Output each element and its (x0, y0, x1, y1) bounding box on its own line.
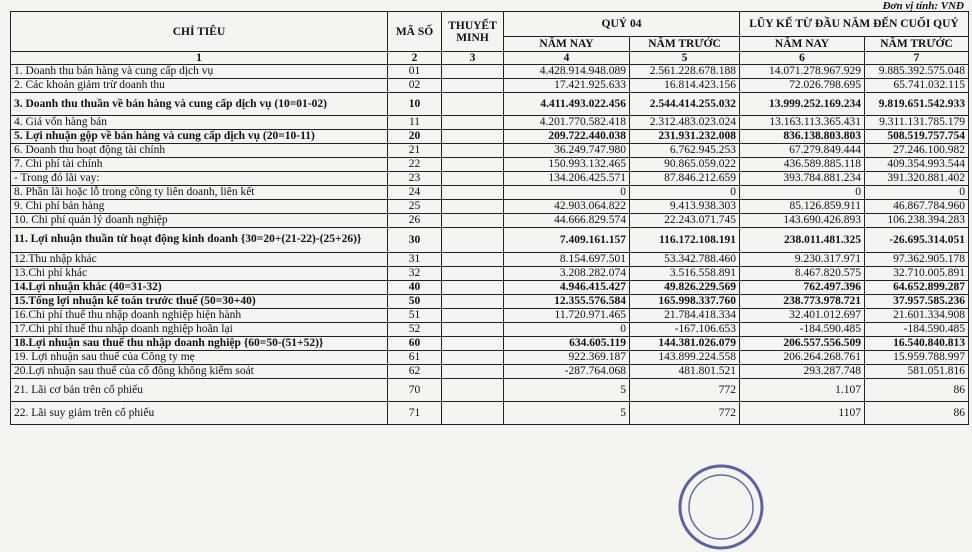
row-label: 13.Chi phí khác (11, 267, 388, 281)
row-y-now: 8.467.820.575 (740, 267, 865, 281)
row-q-now: 5 (504, 379, 630, 402)
row-q-prev: 87.846.212.659 (630, 172, 740, 186)
table-row (11, 116, 969, 130)
index-cell: 4 (504, 52, 630, 65)
row-note (442, 200, 504, 214)
row-note (442, 365, 504, 379)
unit-note: Đơn vị tính: VNĐ (882, 0, 964, 12)
row-y-now: 13.999.252.169.234 (740, 93, 865, 116)
header-luy-ke: LŨY KẾ TỪ ĐẦU NĂM ĐẾN CUỐI QUÝ (740, 12, 969, 37)
row-code: 24 (388, 186, 442, 200)
row-code: 31 (388, 253, 442, 267)
row-q-prev: 231.931.232.008 (630, 130, 740, 144)
index-cell: 2 (388, 52, 442, 65)
table-row (11, 351, 969, 365)
row-q-now: 134.206.425.571 (504, 172, 630, 186)
row-note (442, 351, 504, 365)
row-y-prev: 86 (865, 379, 969, 402)
row-label: 3. Doanh thu thuần về bán hàng và cung cấp dịch vụ (10=01-02) (11, 93, 388, 116)
row-label: 5. Lợi nhuận gộp về bán hàng và cung cấp dịch vụ (20=10-11) (11, 130, 388, 144)
row-q-now: 5 (504, 402, 630, 425)
row-code: 21 (388, 144, 442, 158)
row-label: 14.Lợi nhuận khác (40=31-32) (11, 281, 388, 295)
row-q-now: -287.764.068 (504, 365, 630, 379)
row-q-prev: 21.784.418.334 (630, 309, 740, 323)
row-label: 20.Lợi nhuận sau thuế của cổ đông không kiểm soát (11, 365, 388, 379)
row-q-now: 922.369.187 (504, 351, 630, 365)
row-q-now: 150.993.132.465 (504, 158, 630, 172)
row-y-now: 293.287.748 (740, 365, 865, 379)
row-q-prev: 3.516.558.891 (630, 267, 740, 281)
row-q-now: 4.201.770.582.418 (504, 116, 630, 130)
row-q-now: 0 (504, 186, 630, 200)
header-quy-nam-truoc: NĂM TRƯỚC (630, 37, 740, 52)
row-y-prev: 508.519.757.754 (865, 130, 969, 144)
row-label: 21. Lãi cơ bản trên cổ phiếu (11, 379, 388, 402)
row-label: 19. Lợi nhuận sau thuế của Công ty mẹ (11, 351, 388, 365)
row-note (442, 402, 504, 425)
table-row (11, 158, 969, 172)
table-row (11, 309, 969, 323)
index-cell: 7 (865, 52, 969, 65)
row-y-prev: 27.246.100.982 (865, 144, 969, 158)
row-code: 26 (388, 214, 442, 228)
table-row (11, 79, 969, 93)
row-y-now: 238.773.978.721 (740, 295, 865, 309)
row-code: 61 (388, 351, 442, 365)
row-y-prev: 391.320.881.402 (865, 172, 969, 186)
row-q-prev: 772 (630, 402, 740, 425)
table-row (11, 295, 969, 309)
row-y-prev: 46.867.784.960 (865, 200, 969, 214)
row-note (442, 253, 504, 267)
row-q-prev: 53.342.788.460 (630, 253, 740, 267)
header-luyke-nam-truoc: NĂM TRƯỚC (865, 37, 969, 52)
table-row (11, 200, 969, 214)
row-q-now: 4.946.415.427 (504, 281, 630, 295)
row-q-prev: 165.998.337.760 (630, 295, 740, 309)
row-label: - Trong đó lãi vay: (11, 172, 388, 186)
header-chi-tieu: CHỈ TIÊU (11, 12, 388, 52)
row-q-now: 3.208.282.074 (504, 267, 630, 281)
income-statement-table (10, 11, 969, 425)
table-row (11, 323, 969, 337)
row-note (442, 337, 504, 351)
row-y-prev: 9.885.392.575.048 (865, 65, 969, 79)
row-q-prev: 2.544.414.255.032 (630, 93, 740, 116)
row-q-now: 4.428.914.948.089 (504, 65, 630, 79)
row-y-now: 72.026.798.695 (740, 79, 865, 93)
row-note (442, 144, 504, 158)
row-y-now: 32.401.012.697 (740, 309, 865, 323)
row-label: 2. Các khoản giảm trừ doanh thu (11, 79, 388, 93)
row-q-now: 634.605.119 (504, 337, 630, 351)
row-y-prev: 9.311.131.785.179 (865, 116, 969, 130)
table-row (11, 214, 969, 228)
row-q-prev: 90.865.059.022 (630, 158, 740, 172)
row-code: 23 (388, 172, 442, 186)
header-ma-so: MÃ SỐ (388, 12, 442, 52)
index-cell: 3 (442, 52, 504, 65)
row-label: 15.Tổng lợi nhuận kế toán trước thuế (50=30+40) (11, 295, 388, 309)
row-code: 52 (388, 323, 442, 337)
row-y-now: 143.690.426.893 (740, 214, 865, 228)
row-y-prev: 37.957.585.236 (865, 295, 969, 309)
table-row (11, 402, 969, 425)
row-q-now: 7.409.161.157 (504, 228, 630, 253)
row-q-now: 4.411.493.022.456 (504, 93, 630, 116)
row-y-prev: -26.695.314.051 (865, 228, 969, 253)
row-note (442, 323, 504, 337)
table-row (11, 281, 969, 295)
row-y-now: 762.497.396 (740, 281, 865, 295)
row-y-prev: 16.540.840.813 (865, 337, 969, 351)
row-label: 4. Giá vốn hàng bán (11, 116, 388, 130)
row-note (442, 379, 504, 402)
row-q-now: 8.154.697.501 (504, 253, 630, 267)
row-y-prev: 32.710.005.891 (865, 267, 969, 281)
header-quy-nam-nay: NĂM NAY (504, 37, 630, 52)
row-code: 50 (388, 295, 442, 309)
row-y-now: 206.557.556.509 (740, 337, 865, 351)
row-y-prev: 97.362.905.178 (865, 253, 969, 267)
row-y-prev: -184.590.485 (865, 323, 969, 337)
row-note (442, 295, 504, 309)
row-label: 10. Chi phí quản lý doanh nghiệp (11, 214, 388, 228)
row-code: 11 (388, 116, 442, 130)
row-y-prev: 65.741.032.115 (865, 79, 969, 93)
table-row (11, 379, 969, 402)
row-q-prev: 772 (630, 379, 740, 402)
row-note (442, 65, 504, 79)
table-row (11, 186, 969, 200)
table-row (11, 228, 969, 253)
row-q-now: 36.249.747.980 (504, 144, 630, 158)
row-q-prev: 144.381.026.079 (630, 337, 740, 351)
row-y-prev: 15.959.788.997 (865, 351, 969, 365)
row-note (442, 309, 504, 323)
row-q-now: 17.421.925.633 (504, 79, 630, 93)
row-note (442, 267, 504, 281)
row-code: 62 (388, 365, 442, 379)
header-thuyet-minh: THUYẾT MINH (442, 12, 504, 52)
row-code: 25 (388, 200, 442, 214)
table-row (11, 365, 969, 379)
table-row (11, 130, 969, 144)
row-code: 22 (388, 158, 442, 172)
row-y-prev: 581.051.816 (865, 365, 969, 379)
table-row (11, 253, 969, 267)
row-y-now: 67.279.849.444 (740, 144, 865, 158)
row-label: 9. Chi phí bán hàng (11, 200, 388, 214)
row-label: 18.Lợi nhuận sau thuế thu nhập doanh nghiệp {60=50-(51+52)} (11, 337, 388, 351)
row-y-prev: 64.652.899.287 (865, 281, 969, 295)
row-q-now: 12.355.576.584 (504, 295, 630, 309)
row-label: 11. Lợi nhuận thuần từ hoạt động kinh doanh {30=20+(21-22)-(25+26)} (11, 228, 388, 253)
company-seal-stamp (676, 462, 766, 552)
table-row (11, 144, 969, 158)
row-q-now: 209.722.440.038 (504, 130, 630, 144)
row-code: 20 (388, 130, 442, 144)
row-label: 17.Chi phí thuế thu nhập doanh nghiệp hoãn lại (11, 323, 388, 337)
row-label: 7. Chi phí tài chính (11, 158, 388, 172)
row-q-now: 11.720.971.465 (504, 309, 630, 323)
row-q-prev: 2.312.483.023.024 (630, 116, 740, 130)
row-code: 32 (388, 267, 442, 281)
row-q-prev: 9.413.938.303 (630, 200, 740, 214)
row-label: 1. Doanh thu bán hàng và cung cấp dịch vụ (11, 65, 388, 79)
row-q-prev: 6.762.945.253 (630, 144, 740, 158)
table-row (11, 337, 969, 351)
row-code: 71 (388, 402, 442, 425)
row-note (442, 214, 504, 228)
row-label: 12.Thu nhập khác (11, 253, 388, 267)
header-quy: QUÝ 04 (504, 12, 740, 37)
row-code: 02 (388, 79, 442, 93)
table-row (11, 172, 969, 186)
row-q-prev: 16.814.423.156 (630, 79, 740, 93)
row-note (442, 228, 504, 253)
row-y-now: 206.264.268.761 (740, 351, 865, 365)
row-y-prev: 409.354.993.544 (865, 158, 969, 172)
index-cell: 5 (630, 52, 740, 65)
row-y-now: 436.589.885.118 (740, 158, 865, 172)
row-y-prev: 86 (865, 402, 969, 425)
row-q-prev: -167.106.653 (630, 323, 740, 337)
row-y-now: 1107 (740, 402, 865, 425)
row-code: 10 (388, 93, 442, 116)
row-q-now: 0 (504, 323, 630, 337)
row-y-prev: 9.819.651.542.933 (865, 93, 969, 116)
row-label: 16.Chi phí thuế thu nhập doanh nghiệp hiện hành (11, 309, 388, 323)
row-note (442, 130, 504, 144)
row-code: 40 (388, 281, 442, 295)
row-q-prev: 481.801.521 (630, 365, 740, 379)
row-y-now: 836.138.803.803 (740, 130, 865, 144)
row-y-now: 9.230.317.971 (740, 253, 865, 267)
row-note (442, 281, 504, 295)
table-row (11, 267, 969, 281)
header-luyke-nam-nay: NĂM NAY (740, 37, 865, 52)
row-y-now: 0 (740, 186, 865, 200)
row-code: 30 (388, 228, 442, 253)
row-y-now: 14.071.278.967.929 (740, 65, 865, 79)
row-y-now: 13.163.113.365.431 (740, 116, 865, 130)
table-row (11, 93, 969, 116)
row-y-now: -184.590.485 (740, 323, 865, 337)
row-q-now: 44.666.829.574 (504, 214, 630, 228)
index-cell: 6 (740, 52, 865, 65)
row-q-prev: 116.172.108.191 (630, 228, 740, 253)
row-note (442, 186, 504, 200)
row-y-prev: 106.238.394.283 (865, 214, 969, 228)
row-note (442, 79, 504, 93)
row-q-prev: 143.899.224.558 (630, 351, 740, 365)
row-y-prev: 21.601.334.908 (865, 309, 969, 323)
row-note (442, 116, 504, 130)
row-note (442, 172, 504, 186)
index-cell: 1 (11, 52, 388, 65)
row-note (442, 93, 504, 116)
row-label: 8. Phần lãi hoặc lỗ trong công ty liên doanh, liên kết (11, 186, 388, 200)
row-y-now: 85.126.859.911 (740, 200, 865, 214)
row-q-prev: 49.826.229.569 (630, 281, 740, 295)
table-row (11, 65, 969, 79)
row-code: 01 (388, 65, 442, 79)
row-label: 6. Doanh thu hoạt động tài chính (11, 144, 388, 158)
row-y-now: 393.784.881.234 (740, 172, 865, 186)
row-y-now: 1.107 (740, 379, 865, 402)
row-q-prev: 2.561.228.678.188 (630, 65, 740, 79)
row-code: 51 (388, 309, 442, 323)
row-q-prev: 22.243.071.745 (630, 214, 740, 228)
row-label: 22. Lãi suy giảm trên cổ phiếu (11, 402, 388, 425)
row-q-now: 42.903.064.822 (504, 200, 630, 214)
row-y-now: 238.011.481.325 (740, 228, 865, 253)
row-note (442, 158, 504, 172)
row-q-prev: 0 (630, 186, 740, 200)
row-code: 70 (388, 379, 442, 402)
row-y-prev: 0 (865, 186, 969, 200)
row-code: 60 (388, 337, 442, 351)
